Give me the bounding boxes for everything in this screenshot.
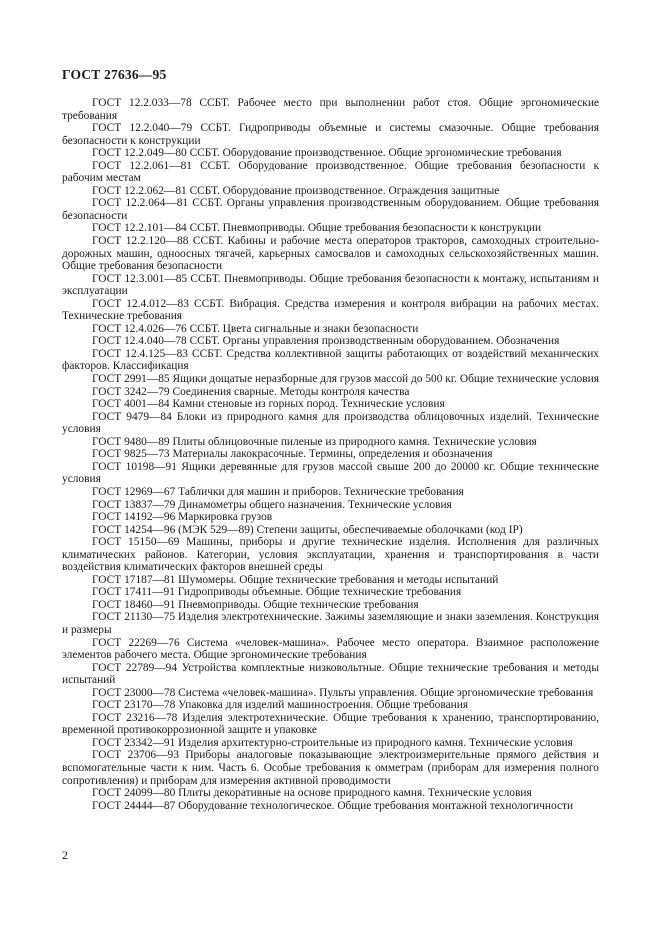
reference-item: ГОСТ 12.2.120—88 ССБТ. Кабины и рабочие места операторов тракторов, самоходных строительно-дорожных машин, одноосных тягачей, карьерных самосвалов и самоходных сельскохозяйственных машин. Общие требования безопасности: [62, 235, 599, 273]
reference-item: ГОСТ 18460—91 Пневмоприводы. Общие технические требования: [92, 598, 419, 611]
reference-item: ГОСТ 12.2.061—81 ССБТ. Оборудование производственное. Общие требования безопасности к рабочим местам: [62, 159, 599, 185]
reference-item: ГОСТ 9479—84 Блоки из природного камня для производства облицовочных изделий. Технические условия: [62, 410, 599, 436]
reference-item: ГОСТ 23342—91 Изделия архитектурно-строительные из природного камня. Технические условия: [92, 736, 573, 749]
page-number: 2: [62, 848, 68, 862]
reference-item: ГОСТ 23170—78 Упаковка для изделий машиностроения. Общие требования: [92, 699, 469, 712]
reference-item: ГОСТ 9825—73 Материалы лакокрасочные. Термины, определения и обозначения: [92, 448, 493, 461]
reference-item: ГОСТ 22789—94 Устройства комплектные низковольтные. Общие технические требования и методы испытаний: [62, 661, 599, 687]
reference-item: ГОСТ 12.2.033—78 ССБТ. Рабочее место при выполнении работ стоя. Общие эргономические требования: [62, 97, 599, 122]
reference-item: ГОСТ 24099—80 Плиты декоративные на основе природного камня. Технические условия: [92, 787, 532, 800]
reference-item: ГОСТ 12.3.001—85 ССБТ. Пневмоприводы. Общие требования безопасности к монтажу, испытаниям и эксплуатации: [62, 272, 599, 298]
reference-item: ГОСТ 13837—79 Динамометры общего назначения. Технические условия: [92, 498, 452, 511]
reference-item: ГОСТ 12.2.062—81 ССБТ. Оборудование производственное. Ограждения защитные: [92, 184, 500, 197]
reference-item: ГОСТ 9480—89 Плиты облицовочные пиленые из природного камня. Технические условия: [92, 435, 537, 448]
reference-item: ГОСТ 12.2.040—79 ССБТ. Гидроприводы объемные и системы смазочные. Общие требования безопасности к конструкции: [62, 122, 599, 147]
reference-item: ГОСТ 17411—91 Гидроприводы объемные. Общие технические требования: [92, 586, 462, 599]
reference-item: ГОСТ 3242—79 Соединения сварные. Методы контроля качества: [92, 385, 410, 398]
reference-item: ГОСТ 24444—87 Оборудование технологическое. Общие требования монтажной технологичности: [92, 799, 574, 812]
reference-item: ГОСТ 23706—93 Приборы аналоговые показывающие электроизмерительные прямого действия и вспомогательные части к ним. Часть 6. Особые требования к омметрам (приборам для измерения полного сопротивления) и приборам для измерения активной проводимости: [62, 749, 599, 787]
reference-item: ГОСТ 10198—91 Ящики деревянные для грузов массой свыше 200 до 20000 кг. Общие технические условия: [62, 460, 599, 486]
reference-item: ГОСТ 2991—85 Ящики дощатые неразборные для грузов массой до 500 кг. Общие технические условия: [92, 373, 599, 386]
reference-item: ГОСТ 12.4.125—83 ССБТ. Средства коллективной защиты работающих от воздействий механических факторов. Классификация: [62, 347, 599, 373]
reference-item: ГОСТ 4001—84 Камни стеновые из горных пород. Технические условия: [92, 398, 445, 411]
reference-item: ГОСТ 12.4.040—78 ССБТ. Органы управления производственным оборудованием. Обозначения: [92, 335, 560, 348]
reference-item: ГОСТ 14192—96 Маркировка грузов: [92, 511, 273, 524]
reference-item: ГОСТ 12969—67 Таблички для машин и приборов. Технические требования: [92, 485, 464, 498]
reference-item: ГОСТ 12.2.064—81 ССБТ. Органы управления производственным оборудованием. Общие требования безопасности: [62, 197, 599, 222]
reference-item: ГОСТ 23000—78 Система «человек-машина». Пульты управления. Общие эргономические требования: [92, 686, 594, 699]
reference-item: ГОСТ 14254—96 (МЭК 529—89) Степени защиты, обеспечиваемые оболочками (код IP): [92, 523, 523, 536]
reference-item: ГОСТ 21130—75 Изделия электротехнические. Зажимы заземляющие и знаки заземления. Конструкция и размеры: [62, 611, 599, 636]
reference-item: ГОСТ 17187—81 Шумомеры. Общие технические требования и методы испытаний: [92, 573, 499, 586]
reference-item: ГОСТ 12.4.012—83 ССБТ. Вибрация. Средства измерения и контроля вибрации на рабочих местах. Технические требования: [62, 297, 599, 323]
reference-item: ГОСТ 12.2.101—84 ССБТ. Пневмоприводы. Общие требования безопасности к конструкции: [92, 222, 542, 235]
reference-list: [62, 97, 599, 812]
document-header: ГОСТ 27636—95: [62, 67, 167, 82]
reference-item: ГОСТ 12.2.049—80 ССБТ. Оборудование производственное. Общие эргономические требования: [92, 147, 562, 160]
reference-item: ГОСТ 23216—78 Изделия электротехнические. Общие требования к хранению, транспортированию, временной противокоррозионной защите и упаковке: [62, 711, 599, 737]
reference-item: ГОСТ 22269—76 Система «человек-машина». Рабочее место оператора. Взаимное расположение элементов рабочего места. Общие эргономические требования: [62, 636, 599, 662]
reference-item: ГОСТ 12.4.026—76 ССБТ. Цвета сигнальные и знаки безопасности: [92, 322, 419, 335]
reference-item: ГОСТ 15150—69 Машины, приборы и другие технические изделия. Исполнения для различных климатических районов. Категории, условия эксплуатации, хранения и транспортирования в части воздействия климатических факторов внешней среды: [62, 536, 599, 574]
